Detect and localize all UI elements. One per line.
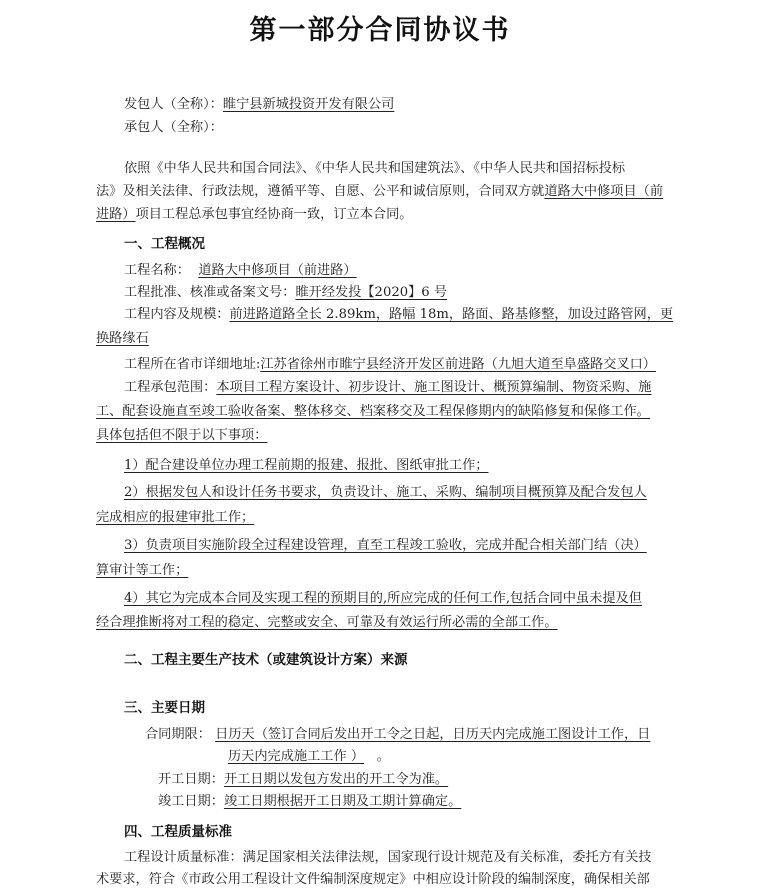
address-label: 工程所在省市详细地址:: [124, 357, 261, 372]
project-name-row: [124, 262, 357, 280]
item-4-text-1: 4）其它为完成本合同及实现工程的预期目的,所应完成的任何工作,包括合同中虽未提及但: [124, 591, 642, 606]
item-3-text-1: 3）负责项目实施阶段全过程建设管理，直至工程竣工验收，完成并配合相关部门结（决）: [124, 538, 647, 553]
period-label: 合同期限：: [145, 727, 211, 742]
item-1: [124, 457, 488, 475]
employer-value: 睢宁县新城投资开发有限公司: [222, 97, 395, 112]
item-2-text-2: 完成相应的报建审批工作；: [96, 510, 255, 525]
item-3: [124, 537, 647, 555]
period-end: 。: [376, 749, 390, 764]
intro-text-3b: 项目工程总承包事宜经协商一致，订立本合同。: [135, 207, 413, 222]
finish-date-label: 竣工日期：: [158, 794, 224, 809]
address-row: [124, 356, 656, 374]
section1-heading: 一、工程概况: [124, 236, 205, 252]
item-1-text: 1）配合建设单位办理工程前期的报建、报批、图纸审批工作；: [124, 458, 489, 473]
intro-line-2: [96, 183, 663, 201]
quality-text-2: 术要求，符合《市政公用工程设计文件编制深度规定》中相应设计阶段的编制深度，确保相关部: [96, 872, 650, 887]
quality-text-1: 工程设计质量标准：满足国家相关法律法规，国家现行设计规范及有关标准，委托方有关技: [124, 850, 652, 865]
period-row-2: [228, 748, 390, 766]
item-2-text-1: 2）根据发包人和设计任务书要求，负责设计、施工、采购、编制项目概预算及配合发包人: [124, 485, 647, 500]
range-row-3: [96, 427, 267, 445]
start-date-row: [158, 771, 448, 789]
page-title: 第一部分合同协议书: [249, 15, 511, 46]
scope-label: 工程内容及规模：: [124, 307, 230, 322]
item-3-cont: [96, 562, 188, 580]
start-date-label: 开工日期：: [158, 772, 224, 787]
range-value-2: 工、配套设施直至竣工验收备案、整体移交、档案移交及工程保修期内的缺陷修复和保修工作。: [96, 404, 650, 419]
scope-row-2: [96, 330, 149, 348]
item-4-text-2: 经合理推断将对工程的稳定、完整或安全、可靠及有效运行所必需的全部工作。: [96, 615, 558, 630]
item-2-cont: [96, 509, 254, 527]
range-value-1: 本项目工程方案设计、初步设计、施工图设计、概预算编制、物资采购、施: [216, 380, 652, 395]
scope-value-1: 前进路道路全长 2.89km，路幅 18m，路面、路基修整，加设过路管网，更: [229, 307, 674, 322]
range-row: [124, 379, 652, 397]
item-4: [124, 590, 642, 608]
project-name-value: 道路大中修项目（前进路）: [198, 263, 357, 278]
range-label: 工程承包范围：: [124, 380, 217, 395]
intro-line-3: [96, 206, 413, 224]
intro-text-1: 依照《中华人民共和国合同法》、《中华人民共和国建筑法》、《中华人民共和国招标投标: [124, 161, 626, 176]
intro-text-2a: 法》及相关法律、行政法规，遵循平等、自愿、公平和诚信原则，合同双方就: [96, 184, 545, 199]
quality-line-2: [96, 871, 650, 889]
section3-heading: 三、主要日期: [124, 700, 205, 716]
address-value: 江苏省徐州市睢宁县经济开发区前进路（九旭大道至阜盛路交叉口）: [260, 357, 656, 372]
project-name-inline-end: 进路）: [96, 207, 136, 222]
period-row: [145, 726, 650, 744]
start-date-value: 开工日期以发包方发出的开工令为准。: [223, 772, 449, 787]
project-name-label: 工程名称：: [124, 263, 190, 278]
approval-label: 工程批准、核准或备案文号：: [124, 285, 296, 300]
scope-row: [124, 306, 673, 324]
approval-row: [124, 284, 447, 302]
item-2: [124, 484, 647, 502]
period-value-1: 日历天（签订合同后发出开工令之日起，日历天内完成施工图设计工作，日: [215, 727, 651, 742]
contractor-line: [124, 119, 223, 137]
period-value-2: 历天内完成施工工作 ）: [228, 749, 365, 764]
approval-value: 睢开经发投【2020】6 号: [295, 285, 448, 300]
item-4-cont: [96, 614, 558, 632]
quality-line-1: [124, 849, 664, 867]
employer-line: [124, 96, 394, 114]
finish-date-row: [158, 793, 461, 811]
finish-date-value: 竣工日期根据开工日期及工期计算确定。: [223, 794, 462, 809]
range-row-2: [96, 403, 650, 421]
intro-line-1: [124, 160, 664, 178]
employer-label: 发包人（全称）：: [124, 97, 223, 112]
contractor-label: 承包人（全称）：: [124, 120, 223, 135]
item-3-text-2: 算审计等工作；: [96, 563, 189, 578]
section4-heading: 四、工程质量标准: [124, 824, 232, 840]
section2-heading: 二、工程主要生产技术（或建筑设计方案）来源: [124, 652, 408, 668]
project-name-inline: 道路大中修项目（前: [544, 184, 664, 199]
range-value-3: 具体包括但不限于以下事项：: [96, 428, 268, 443]
scope-value-2: 换路缘石: [96, 331, 149, 346]
